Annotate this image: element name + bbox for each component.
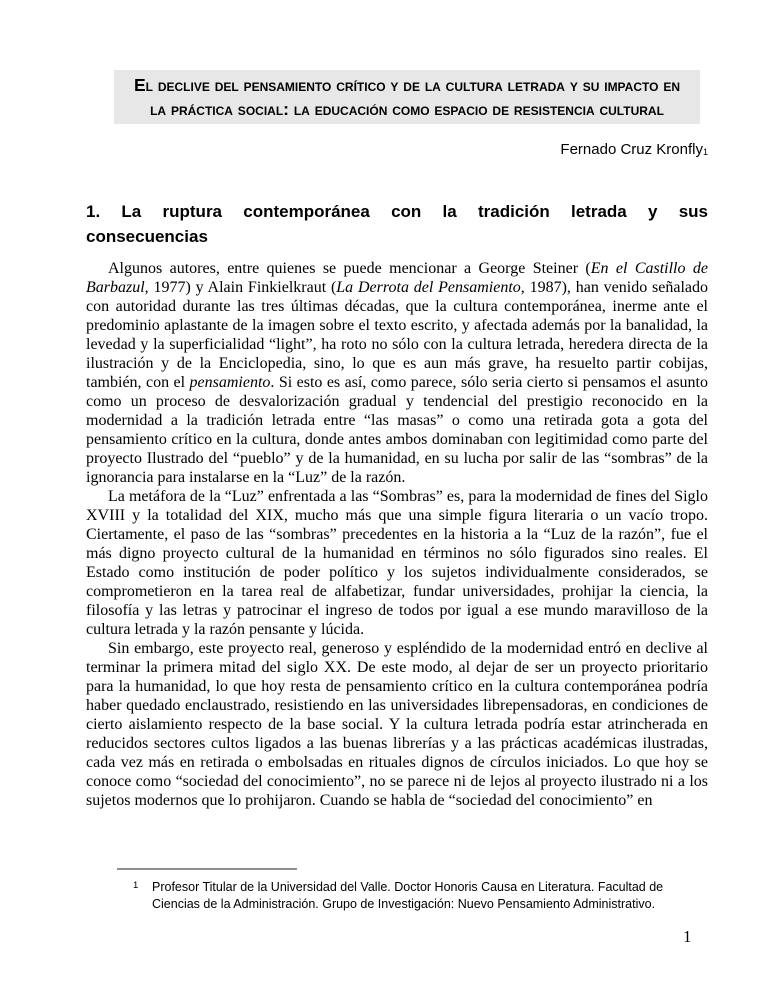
footnote-area [86,868,708,913]
body-paragraph-1 [86,259,708,487]
footnote [133,879,708,913]
text-segment: , 1977) y Alain Finkielkraut ( [144,279,337,296]
text-segment: , 1987), han venido señalado con autoridad durante las tres últimas décadas, que la cultura contemporánea, inerme ante el predominio aplastante de la imagen sobre el texto escrito, y afectada además por la banalidad, la levedad y la superficialidad “light”, ha roto no sólo con la cultura letrada, heredera directa de la ilustración y de la Enciclopedia, sino, lo que es aun más grave, ha resuelto partir cobijas, también, con el [86,279,708,391]
text-segment: Sin embargo, este proyecto real, generoso y espléndido de la modernidad entró en declive al terminar la primera mitad del siglo XX. De este modo, al dejar de ser un proyecto prioritario para la humanidad, lo que hoy resta de pensamiento crítico en la cultura contemporánea podría haber quedado enclaustrado, resistiendo en las universidades librepensadoras, en condiciones de cierto aislamiento respecto de la base social. Y la cultura letrada podría estar atrincherada en reducidos sectores cultos ligados a las buenas librerías y a las prácticas académicas ilustradas, cada vez más en retirada o embolsadas en rituales dignos de círculos iniciados. Lo que hoy se conoce como “sociedad del conocimiento”, no se parece ni de lejos al proyecto ilustrado ni a los sujetos modernos que lo prohijaron. Cuando se habla de “sociedad del conocimiento” en [86,640,708,809]
author-line [86,141,708,161]
author-footnote-ref: 1 [702,147,708,157]
text-segment: Algunos autores, entre quienes se puede mencionar a George Steiner ( [108,260,591,277]
author-name: Fernado Cruz Kronfly [560,141,703,158]
book-title-italic: En el Castillo de Barbazul [86,260,708,296]
text-segment: La metáfora de la “Luz” enfrentada a las “Sombras” es, para la modernidad de fines del Siglo XVIII y la totalidad del XIX, mucho más que una simple figura literaria o un vacío tropo. Ciertamente, el paso de las “sombras” precedentes en la historia a la “Luz de la razón”, fue el más digno proyecto cultural de la humanidad en términos no sólo figurados sino reales. El Estado como institución de poder político y los sujetos individualmente considerados, se comprometieron en la tarea real de alfabetizar, fundar universidades, prohijar la ciencia, la filosofía y las letras y patrocinar el ingreso de todos por igual a ese mundo maravilloso de la cultura letrada y la razón pensante y lúcida. [86,488,708,638]
section-heading-line-2: consecuencias [86,227,208,246]
footnote-separator [117,868,297,870]
footnote-marker: 1 [133,880,139,891]
footnote-text: Profesor Titular de la Universidad del Valle. Doctor Honoris Causa en Literatura. Facultad de Ciencias de la Administración. Grupo de Investigación: Nuevo Pensamiento Administrativo. [152,880,664,911]
section-heading [86,199,708,249]
body-paragraph-3 [86,639,708,810]
book-title-italic: La Derrota del Pensamiento [336,279,521,296]
paper-title: El declive del pensamiento crítico y de la cultura letrada y su impacto en la práctica social: la educación como espacio de resistencia cultural [114,70,700,124]
emphasis-italic: pensamiento [189,374,271,391]
body-paragraph-2 [86,487,708,639]
page-number: 1 [683,927,692,946]
text-segment: . Si esto es así, como parece, sólo seria cierto si pensamos el asunto como un proceso de desvalorización gradual y tendencial del prestigio reconocido en la modernidad a la tradición letrada entre “las masas” o como una retirada gota a gota del pensamiento crítico en la cultura, donde antes ambos dominaban con legitimidad como parte del proyecto Ilustrado del “pueblo” y de la humanidad, en su lucha por salir de las “sombras” de la ignorancia para instalarse en la “Luz” de la razón. [86,374,709,486]
section-heading-line-1: 1. La ruptura contemporánea con la tradición letrada y sus [86,202,708,221]
